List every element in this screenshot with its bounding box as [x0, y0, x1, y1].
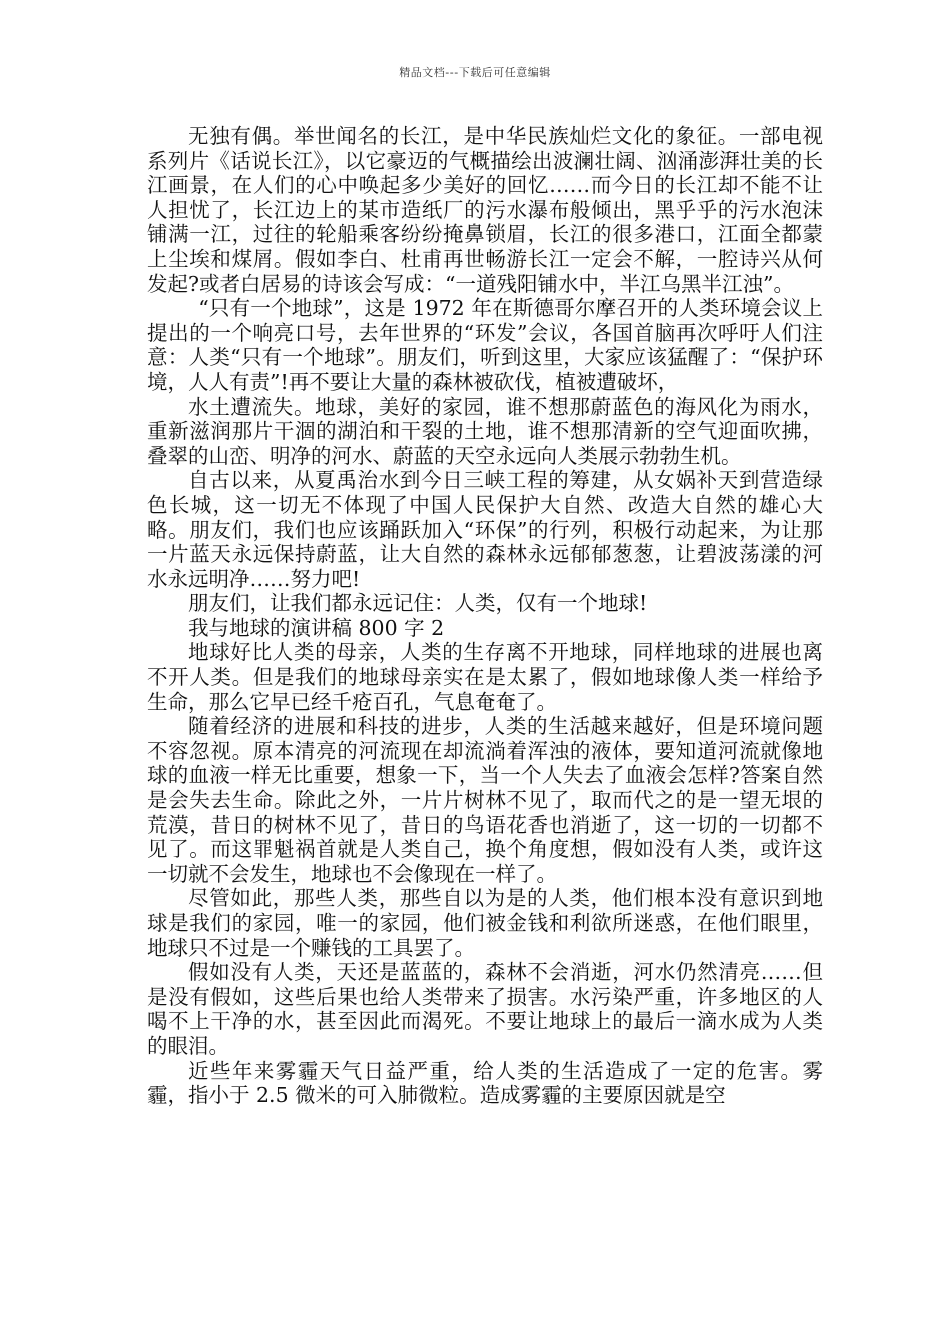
paragraph: 无独有偶。举世闻名的长江，是中华民族灿烂文化的象征。一部电视系列片《话说长江》，以它豪迈的气概描绘出波澜壮阔、汹涌澎湃壮美的长江画景，在人们的心中唤起多少美好的回忆……而今日的长江却不能不让人担忧了，长江边上的某市造纸厂的污水瀑布般倾出，黑乎乎的污水泡沫铺满一江，过往的轮船乘客纷纷掩鼻锁眉，长江的很多港口，江面全都蒙上尘埃和煤屑。假如李白、杜甫再世畅游长江一定会不解，一腔诗兴从何发起?或者白居易的诗该会写成：“一道残阳铺水中，半江乌黑半江浊”。	[147, 124, 823, 296]
paragraph: 自古以来，从夏禹治水到今日三峡工程的筹建，从女娲补天到营造绿色长城，这一切无不体现了中国人民保护大自然、改造大自然的雄心大略。朋友们，我们也应该踊跃加入“环保”的行列，积极行动起来，为让那一片蓝天永远保持蔚蓝，让大自然的森林永远郁郁葱葱，让碧波荡漾的河水永远明净……努力吧!	[147, 468, 823, 591]
paragraph: “只有一个地球”，这是 1972 年在斯德哥尔摩召开的人类环境会议上提出的一个响亮口号，去年世界的“环发”会议，各国首脑再次呼吁人们注意：人类“只有一个地球”。朋友们，听到这里，大家应该猛醒了：“保护环境，人人有责”!再不要让大量的森林被砍伐，植被遭破坏，	[147, 296, 823, 394]
paragraph: 地球好比人类的母亲，人类的生存离不开地球，同样地球的进展也离不开人类。但是我们的地球母亲实在是太累了，假如地球像人类一样给予生命，那么它早已经千疮百孔，气息奄奄了。	[147, 640, 823, 714]
paragraph: 随着经济的进展和科技的进步，人类的生活越来越好，但是环境问题不容忽视。原本清亮的河流现在却流淌着浑浊的液体，要知道河流就像地球的血液一样无比重要，想象一下，当一个人失去了血液会怎样?答案自然是会失去生命。除此之外，一片片树林不见了，取而代之的是一望无垠的荒漠，昔日的树林不见了，昔日的鸟语花香也消逝了，这一切的一切都不见了。而这罪魁祸首就是人类自己，换个角度想，假如没有人类，或许这一切就不会发生，地球也不会像现在一样了。	[147, 714, 823, 886]
paragraph: 水土遭流失。地球，美好的家园，谁不想那蔚蓝色的海风化为雨水，重新滋润那片干涸的湖泊和干裂的土地，谁不想那清新的空气迎面吹拂，叠翠的山峦、明净的河水、蔚蓝的天空永远向人类展示勃勃生机。	[147, 394, 823, 468]
paragraph: 近些年来雾霾天气日益严重，给人类的生活造成了一定的危害。雾霾，指小于 2.5 微米的可入肺微粒。造成雾霾的主要原因就是空	[147, 1058, 823, 1108]
document-body	[147, 124, 823, 1108]
paragraph: 朋友们，让我们都永远记住：人类，仅有一个地球!	[188, 591, 648, 616]
section-heading: 我与地球的演讲稿 800 字 2	[188, 615, 445, 640]
paragraph: 假如没有人类，天还是蓝蓝的，森林不会消逝，河水仍然清亮……但是没有假如，这些后果也给人类带来了损害。水污染严重，许多地区的人喝不上干净的水，甚至因此而渴死。不要让地球上的最后一滴水成为人类的眼泪。	[147, 960, 823, 1058]
page-header: 精品文档---下载后可任意编辑	[399, 66, 551, 79]
paragraph: 尽管如此，那些人类，那些自以为是的人类，他们根本没有意识到地球是我们的家园，唯一的家园，他们被金钱和利欲所迷惑，在他们眼里，地球只不过是一个赚钱的工具罢了。	[147, 886, 823, 960]
